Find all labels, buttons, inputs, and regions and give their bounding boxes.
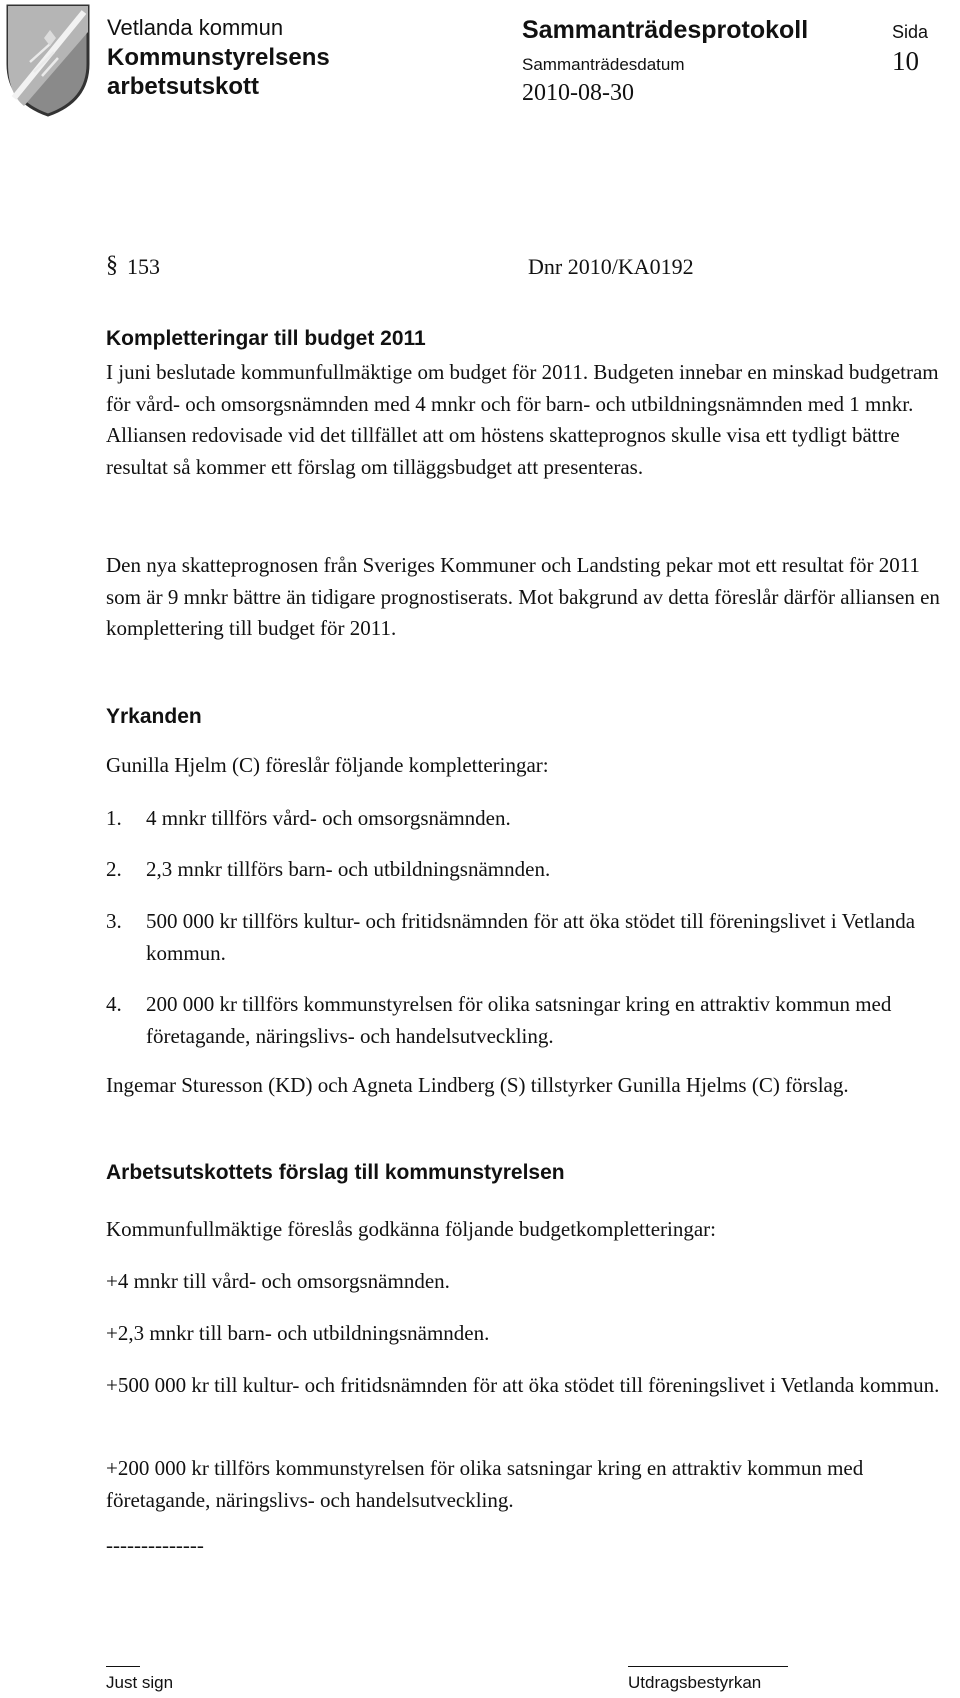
forslag-item-4: +200 000 kr tillförs kommunstyrelsen för olika satsningar kring en attraktiv kommun med företagande, näringslivs- och handelsutveckling. — [106, 1456, 864, 1512]
header-org-line1: Vetlanda kommun — [107, 15, 284, 40]
vetlanda-coat-of-arms-icon — [4, 2, 92, 118]
meeting-date-label: Sammanträdesdatum — [522, 55, 685, 74]
forslag-item-1: +4 mnkr till vård- och omsorgsnämnden. — [106, 1269, 450, 1293]
section-symbol: § — [106, 252, 118, 278]
section-title: Kompletteringar till budget 2011 — [106, 327, 426, 350]
signature-rule-left — [106, 1666, 140, 1667]
list-item-number: 3. — [106, 909, 122, 933]
forslag-item-3: +500 000 kr till kultur- och fritidsnämnden för att öka stödet till föreningslivet i Vetlanda kommun. — [106, 1373, 940, 1397]
list-item-text: 200 000 kr tillförs kommunstyrelsen för olika satsningar kring en attraktiv kommun med företagande, näringslivs- och handelsutveckling. — [146, 992, 892, 1048]
list-item-text: 500 000 kr tillförs kultur- och fritidsnämnden för att öka stödet till föreningslivet i Vetlanda kommun. — [146, 909, 916, 965]
list-item-text: 4 mnkr tillförs vård- och omsorgsnämnden. — [146, 806, 511, 830]
forslag-intro: Kommunfullmäktige föreslås godkänna följande budgetkompletteringar: — [106, 1217, 717, 1241]
diary-number: Dnr 2010/KA0192 — [528, 254, 694, 279]
footer-just-sign: Just sign — [106, 1673, 174, 1692]
yrkanden-heading: Yrkanden — [106, 705, 202, 728]
list-item-number: 2. — [106, 857, 122, 881]
separator-line: -------------- — [106, 1533, 204, 1557]
page-number: 10 — [892, 46, 919, 76]
list-item-text: 2,3 mnkr tillförs barn- och utbildningsnämnden. — [146, 857, 551, 881]
header-org-line2: Kommunstyrelsens — [107, 44, 330, 71]
signature-rule-right — [628, 1666, 788, 1667]
footer-utdragsbestyrkan: Utdragsbestyrkan — [628, 1673, 762, 1692]
yrkanden-list — [106, 803, 948, 1048]
page-label: Sida — [892, 22, 929, 42]
paragraph-1: I juni beslutade kommunfullmäktige om budget för 2011. Budgeten innebar en minskad budgetram för vård- och omsorgsnämnden med 4 mnkr och för barn- och utbildningsnämnden med 1 mnkr. Alliansen redovisade vid det tillfället att om höstens skatteprognos skulle visa ett tydligt bättre resultat så kommer ett förslag om tilläggsbudget att presenteras. — [106, 360, 939, 479]
list-item-number: 1. — [106, 806, 122, 830]
yrkanden-intro: Gunilla Hjelm (C) föreslår följande kompletteringar: — [106, 753, 549, 777]
forslag-heading: Arbetsutskottets förslag till kommunstyrelsen — [106, 1161, 565, 1184]
yrkanden-support: Ingemar Sturesson (KD) och Agneta Lindberg (S) tillstyrker Gunilla Hjelms (C) förslag. — [106, 1073, 849, 1097]
section-number: 153 — [127, 254, 160, 279]
paragraph-2: Den nya skatteprognosen från Sveriges Kommuner och Landsting pekar mot ett resultat för 2011 som är 9 mnkr bättre än tidigare prognostiserats. Mot bakgrund av detta föreslår därför alliansen en komplettering till budget för 2011. — [106, 553, 940, 640]
header-org-line3: arbetsutskott — [107, 73, 260, 100]
forslag-item-2: +2,3 mnkr till barn- och utbildningsnämnden. — [106, 1321, 490, 1345]
document-title: Sammanträdesprotokoll — [522, 16, 809, 44]
meeting-date: 2010-08-30 — [522, 80, 634, 106]
list-item-number: 4. — [106, 992, 122, 1016]
